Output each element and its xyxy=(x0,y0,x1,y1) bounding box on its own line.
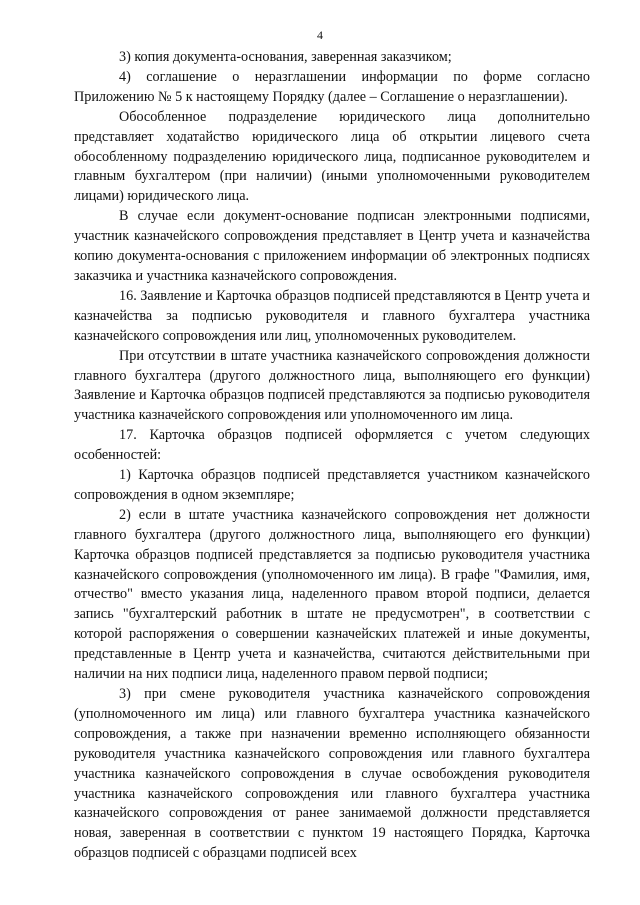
page-number: 4 xyxy=(317,28,323,42)
paragraph-subitem-2: 2) если в штате участника казначейского сопровождения нет должности главного бухгалтера (другого должностного лица, выполняющего его функции) Карточка образцов подписей представляется за подписью руководителя участника казначейского сопровождения (уполномоченного им лица). В графе "Фамилия, имя, отчество" вместо указания лица, наделенного правом второй подписи, делается запись "бухгалтерский работник в штате не предусмотрен", в соответствии с которой распоряжения о совершении казначейских платежей и иные документы, представленные в Центр учета и казначейства, считаются действительными при наличии на них подписи лица, наделенного правом первой подписи; xyxy=(74,506,590,683)
paragraph-no-chief-accountant: При отсутствии в штате участника казначейского сопровождения должности главного бухгалтера (другого должностного лица, выполняющего его функции) Заявление и Карточка образцов подписей представляются за подписью руководителя участника казначейского сопровождения или уполномоченного им лица. xyxy=(74,347,590,424)
paragraph-subitem-3: 3) при смене руководителя участника казначейского сопровождения (уполномоченного им лица) или главного бухгалтера участника казначейского сопровождения, а также при назначении временно исполняющего обязанности руководителя участника казначейского сопровождения или главного бухгалтера участника казначейского сопровождения в случае освобождения руководителя участника казначейского сопровождения или главного бухгалтера участника казначейского сопровождения от ранее занимаемой должности представляется новая, заверенная в соответствии с пунктом 19 настоящего Порядка, Карточка образцов подписей с образцами подписей всех xyxy=(74,686,590,862)
paragraph-separate-division: Обособленное подразделение юридического лица дополнительно представляет ходатайство юридического лица об открытии лицевого счета обособленному подразделению юридического лица, подписанное руководителем и главным бухгалтером (при наличии) (иными уполномоченными руководителем лицами) юридического лица. xyxy=(74,108,590,205)
paragraph-item-3: 3) копия документа-основания, заверенная заказчиком; xyxy=(119,49,452,65)
paragraph-electronic-signatures: В случае если документ-основание подписан электронными подписями, участник казначейского сопровождения представляет в Центр учета и казначейства копию документа-основания с приложением информации об электронных подписях заказчика и участника казначейского сопровождения. xyxy=(74,208,590,284)
paragraph-clause-16: 16. Заявление и Карточка образцов подписей представляются в Центр учета и казначейства за подписью руководителя и главного бухгалтера участника казначейского сопровождения или лиц, уполномоченных руководителем. xyxy=(74,287,590,344)
paragraph-item-4: 4) соглашение о неразглашении информации по форме согласно Приложению № 5 к настоящему Порядку (далее – Соглашение о неразглашении). xyxy=(74,68,590,105)
document-body xyxy=(74,48,590,864)
paragraph-clause-17: 17. Карточка образцов подписей оформляется с учетом следующих особенностей: xyxy=(74,427,590,464)
paragraph-subitem-1: 1) Карточка образцов подписей представляется участником казначейского сопровождения в одном экземпляре; xyxy=(74,467,590,503)
